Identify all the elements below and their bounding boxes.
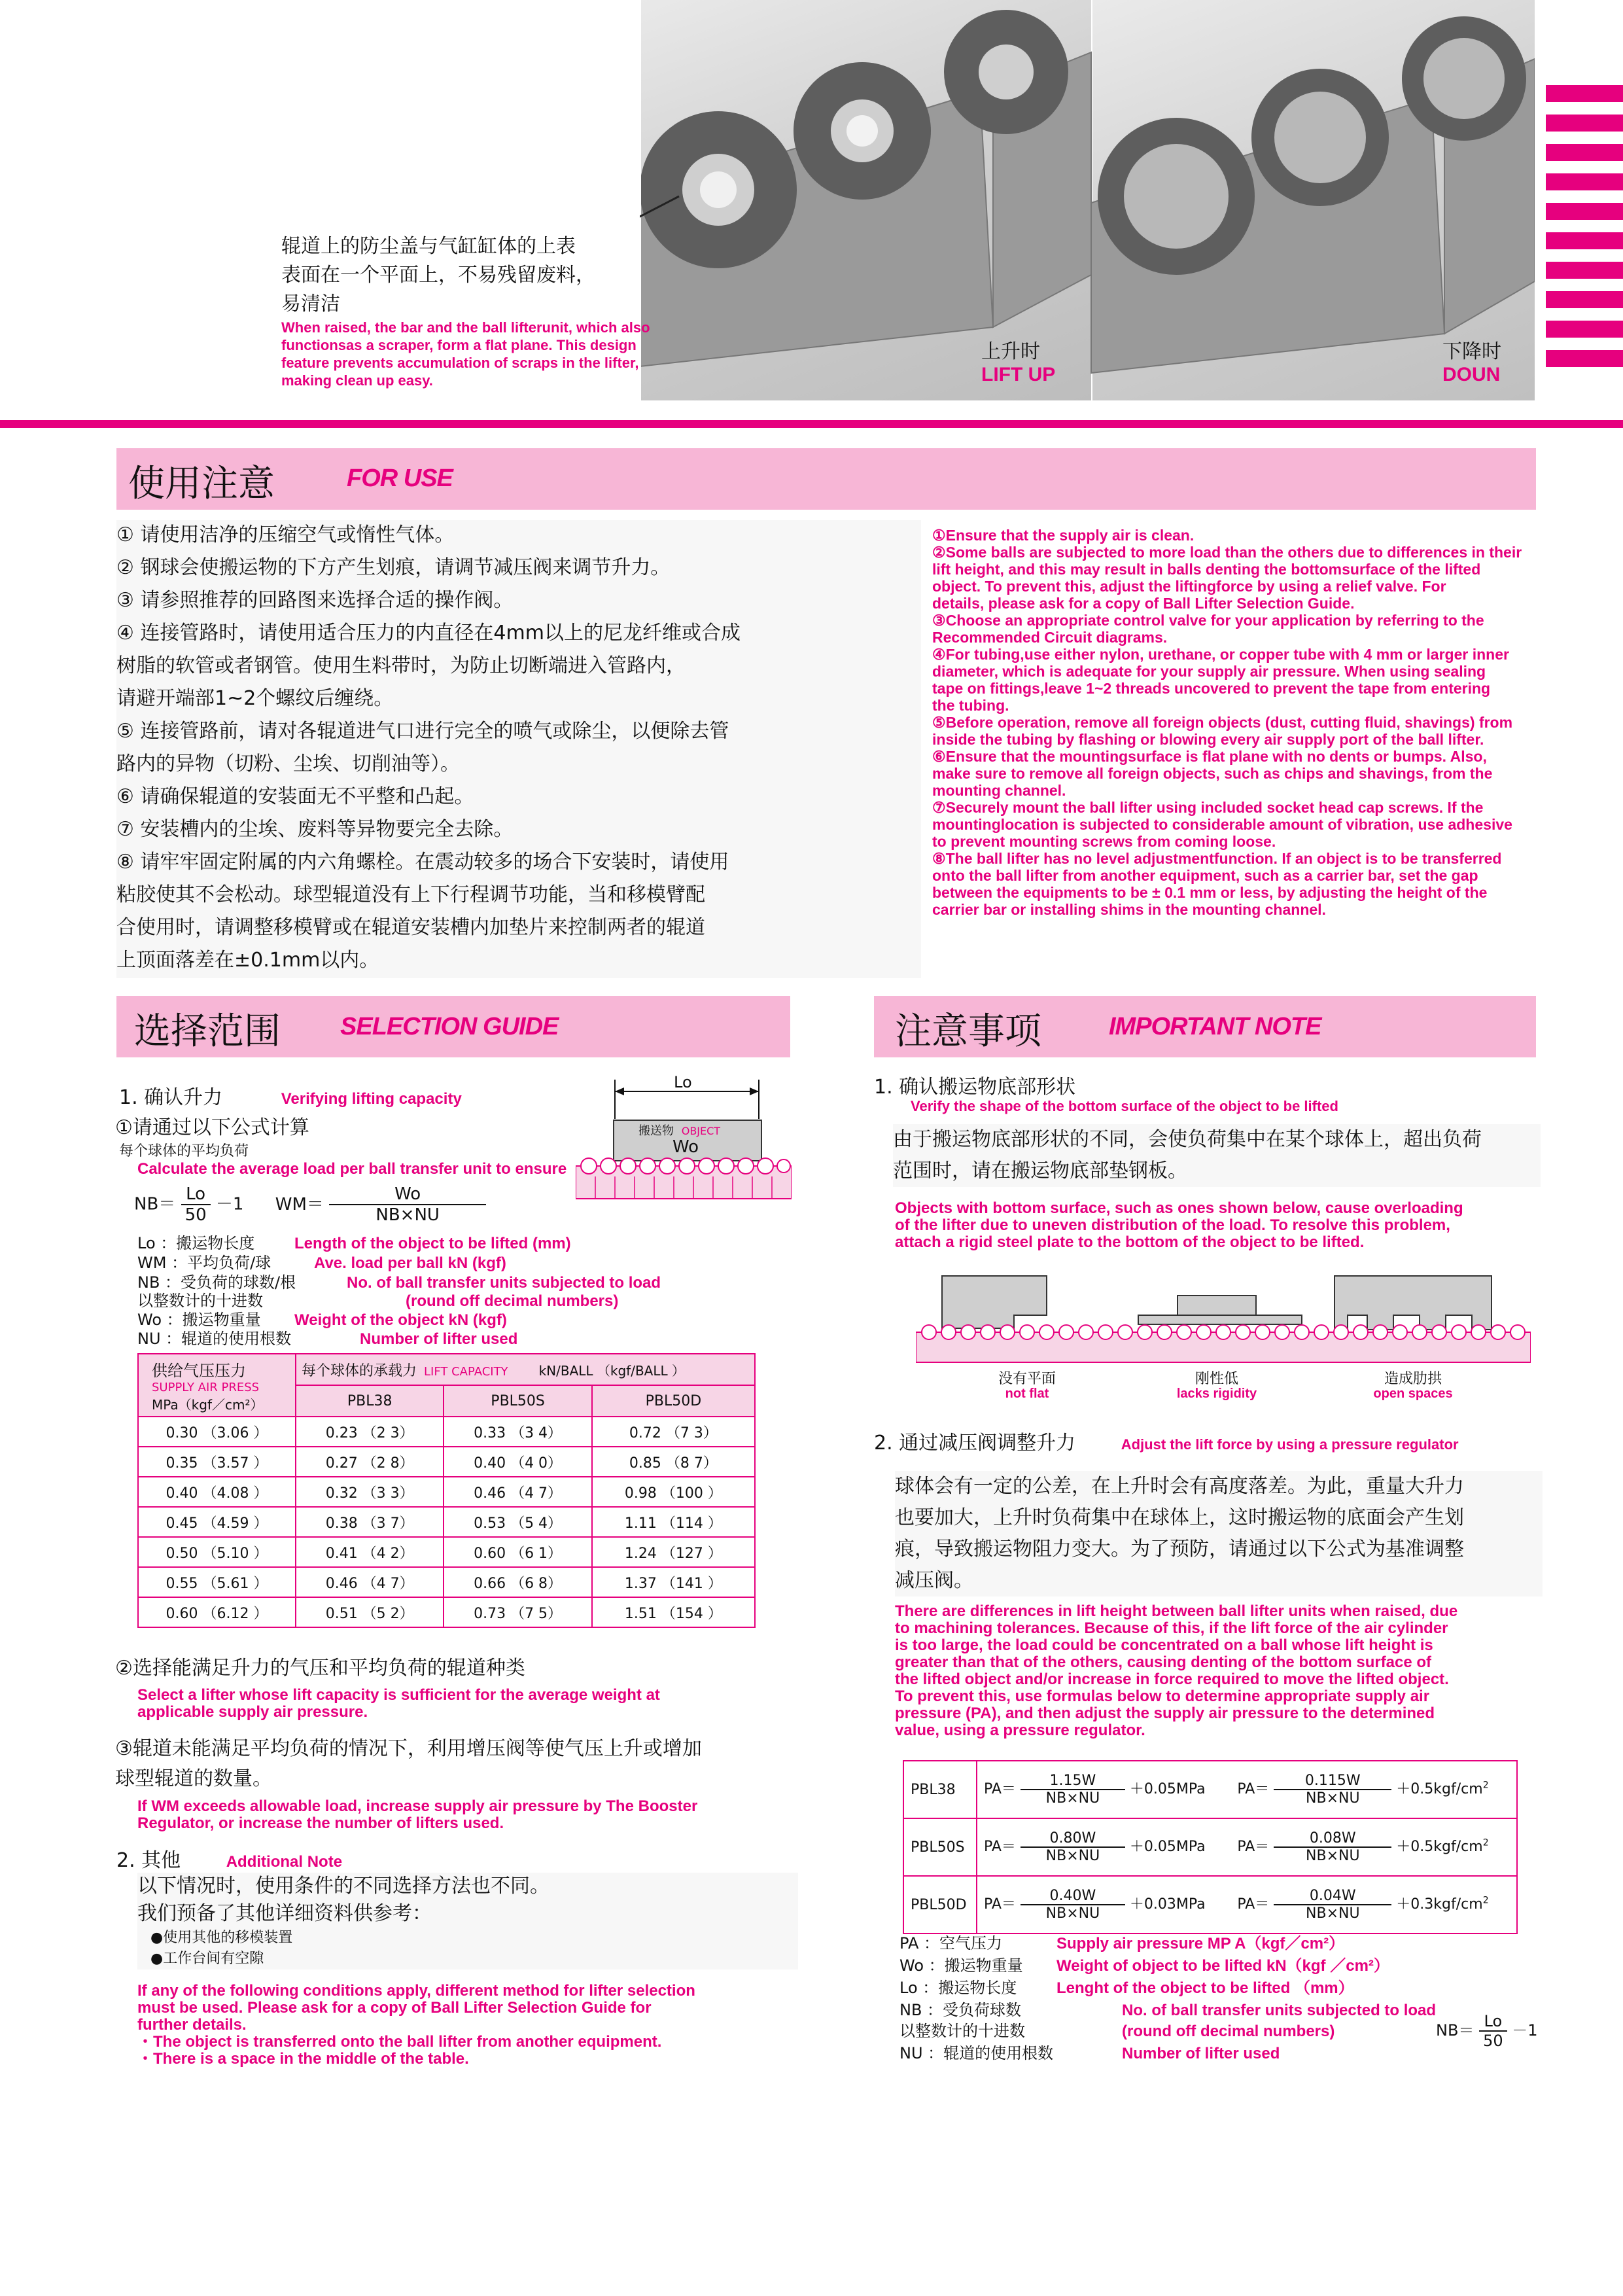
diagram-wo: Wo <box>672 1137 699 1157</box>
sub3-heading: ③辊道未能满足平均负荷的情况下，利用增压阀等使气压上升或增加 球型辊道的数量。 <box>115 1737 702 1790</box>
legend-row: Lo ：搬运物长度 Length of the object to be lifted (mm) <box>137 1234 571 1252</box>
pressure-formula-table <box>903 1760 1518 1934</box>
imp-para1-en: Objects with bottom surface, such as ones shown below, cause overloading of the lifter due to uneven distribution of the load. To resolve this problem, attach a rigid steel plate to the bottom of the object to be lifted. <box>895 1199 1463 1251</box>
photo-caption-en: When raised, the bar and the ball lifterunit, which also functionsas a scraper, form a flat plane. This design feature prevents accumulation of scraps in the lifter, making clean up easy. <box>281 319 650 389</box>
list-item: ① 请使用洁净的压缩空气或惰性气体。 <box>116 523 455 546</box>
imp-para2-en: There are differences in lift height between ball lifter units when raised, due to machining tolerances. Because of this, if the lift force of the air cylinder is too large, the load could be concentrated on a ball whose lift height is greater than that of the others, causing denting of the bottom surface of the lifted object and/or increase in force required to move the lifted object. To prevent this, use formulas below to determine appropriate supply air pressure (PA), and then adjust the supply air pressure to the determined value, using a pressure regulator. <box>895 1602 1458 1739</box>
list-item: 树脂的软管或者钢管。使用生料带时，为防止切断端进入管路内， <box>116 654 686 677</box>
edge-stripe <box>1546 173 1623 190</box>
sub1-heading: ①请通过以下公式计算 <box>115 1116 309 1139</box>
other-en: If any of the following conditions apply, different method for lifter selection must be used. Please ask for a copy of Ball Lifter Selection Guide for further details. ・The object is transferred onto the ball lifter from another equipment. ・There is a space in the middle of the table. <box>137 1982 695 2068</box>
legend-row: NB ：受负荷的球数/根 No. of ball transfer units subjected to load <box>137 1273 661 1292</box>
edge-stripe <box>1546 115 1623 132</box>
list-item: ④ 连接管路时，请使用适合压力的内直径在4mm以上的尼龙纤维或合成 <box>116 622 741 645</box>
table-row: 0.30 （3.06 ） 0.23 （2 3） 0.33 （3 4） 0.72 （7 3） <box>138 1417 755 1447</box>
shape-caption-open: 造成肋拱 open spaces <box>1373 1371 1453 1401</box>
edge-stripe <box>1546 262 1623 279</box>
step2-heading: 2. 其他 Additional Note <box>116 1849 343 1872</box>
imp-legend-row: PA ：空气压力 Supply air pressure MP A（kgf／cm²） <box>899 1934 1345 1952</box>
imp-step1-en: Verify the shape of the bottom surface of the object to be lifted <box>911 1098 1338 1114</box>
sub2-heading: ②选择能满足升力的气压和平均负荷的辊道种类 <box>115 1657 525 1680</box>
table-row: 0.60 （6.12 ） 0.51 （5 2） 0.73 （7 5） 1.51 （154 ） <box>138 1597 755 1627</box>
header-divider <box>0 420 1623 428</box>
table-row: 0.35 （3.57 ） 0.27 （2 8） 0.40 （4 0） 0.85 （8 7） <box>138 1447 755 1477</box>
imp-legend-row: NB ：受负荷球数 No. of ball transfer units subjected to load <box>899 2001 1437 2019</box>
edge-stripe <box>1546 321 1623 338</box>
edge-stripe <box>1546 291 1623 308</box>
imp-nb-formula: NB＝ $\frac{Lo}{50}$ －1 <box>1436 2012 1538 2050</box>
for-use-list-en: ①Ensure that the supply air is clean. ②Some balls are subjected to more load than the others due to differences in their lift height, and this may result in balls denting the bottomsurface of the lifted object. To prevent this, adjust the liftingforce by using a relief valve. For details, please ask for a copy of Ball Lifter Selection Guide. ③Choose an appropriate control valve for your application by referring to the Recommended Circuit diagrams. ④For tubing,use either nylon, urethane, or copper tube with 4 mm or larger inner diameter, which is adequate for your supply air pressure. When using sealing tape on fittings,leave 1~2 threads uncovered to prevent the tape from entering the tubing. ⑤Before operation, remove all foreign objects (dust, cutting fluid, shavings) from inside the tubing by flashing or blowing every air supply port of the ball lifter. ⑥Ensure that the mountingsurface is flat plane with no dents or bumps. Also, make sure to remove all foreign objects, such as chips and shavings, from the mounting channel. ⑦Securely mount the ball lifter using included socket head cap screws. If the mountinglocation is subjected to considerable amount of vibration, use adhesive to prevent mounting screws from coming loose. ⑧The ball lifter has no level adjustmentfunction. If an object is to be transferred onto the ball lifter from another equipment, such as a carrier bar, set the gap between the equipments to be ± 0.1 mm or less, by adjusting the height of the carrier bar or installing shims in the mounting channel. <box>932 527 1522 918</box>
important-title-cn: 注意事项 <box>895 1010 1041 1053</box>
table-row: 0.45 （4.59 ） 0.38 （3 7） 0.53 （5 4） 1.11 （114 ） <box>138 1507 755 1537</box>
table-row: PBL50D PA＝ $\frac{0.40W}{NB\times NU}$ ＋0.03MPa PA＝ $\frac{0.04W}{NB\times NU}$ $+0.3kgf/cm^2$ <box>903 1876 1517 1934</box>
bottom-shape-diagram <box>916 1269 1531 1368</box>
important-title-en: IMPORTANT NOTE <box>1109 1013 1321 1040</box>
sub1-note-cn: 每个球体的平均负荷 <box>119 1143 249 1159</box>
column-header: PBL50D <box>592 1385 755 1417</box>
capacity-table: 供给气压压力 SUPPLY AIR PRESS MPa（kgf／cm²） 每个球体的承载力 LIFT CAPACITY kN/BALL （kgf/BALL ） PBL38 PBL50S PBL50D 0.30 （3.06 ） 0.23 （2 3） 0.33 （3 4） 0.72 （7 3） 0.35 （3.57 ） 0.27 （2 8） 0.40 （4 0） 0.85 （8 7） 0.40 （4.08 ） 0.32 （3 3） 0.46 （4 7） 0.98 （100 ） 0.45 （4.59 ） 0.38 （3 7） 0.53 （5 4） 1.11 （114 ） 0.50 （5.10 ） 0.41 （4 2） 0.60 （6 1） 1.24 （127 ） 0.55 （5.61 ） 0.46 （4 7） 0.66 （6 8） 1.37 （141 ） 0.60 （6.12 ） 0.51 （5 2） 0.73 （7 5） 1.51 （154 ） <box>137 1353 756 1628</box>
shape-caption-rigidity: 刚性低 lacks rigidity <box>1176 1371 1257 1401</box>
table-row: 0.55 （5.61 ） 0.46 （4 7） 0.66 （6 8） 1.37 （141 ） <box>138 1567 755 1597</box>
imp-legend-row: NU ：辊道的使用根数 Number of lifter used <box>899 2044 1280 2062</box>
sub2-en: Select a lifter whose lift capacity is sufficient for the average weight at applicable supply air pressure. <box>137 1686 660 1721</box>
legend-row: 以整数计的十进数 (round off decimal numbers) <box>137 1292 619 1310</box>
list-item: 合使用时，请调整移模臂或在辊道安装槽内加垫片来控制两者的辊道 <box>116 916 705 939</box>
imp-legend-row: 以整数计的十进数 (round off decimal numbers) <box>899 2022 1335 2040</box>
photo-caption-cn: 辊道上的防尘盖与气缸缸体的上表 表面在一个平面上，不易残留废料， 易清洁 <box>281 235 595 315</box>
list-item: ③ 请参照推荐的回路图来选择合适的操作阀。 <box>116 589 514 612</box>
list-item: 上顶面落差在±0.1mm以内。 <box>116 949 379 972</box>
edge-stripe <box>1546 350 1623 367</box>
imp-legend-row: Wo ：搬运物重量 Weight of object to be lifted kN（kgf ／cm²） <box>899 1956 1389 1975</box>
list-item: ② 钢球会使搬运物的下方产生划痕，请调节减压阀来调节升力。 <box>116 556 671 579</box>
list-item: ⑥ 请确保辊道的安装面无不平整和凸起。 <box>116 785 474 808</box>
table-row: PBL50S PA＝ $\frac{0.80W}{NB\times NU}$ ＋0.05MPa PA＝ $\frac{0.08W}{NB\times NU}$ $+0.5kgf/cm^2$ <box>903 1818 1517 1876</box>
ball-lifter-photo <box>640 0 1535 400</box>
nb-wm-formula: NB＝ $\frac{Lo}{50}$ －1 WM＝ $\frac{Wo}{NB\times NU}$ <box>134 1184 486 1225</box>
for-use-list-cn <box>116 520 921 978</box>
diagram-object-label: 搬送物 OBJECT <box>638 1124 721 1138</box>
edge-stripe <box>1546 144 1623 161</box>
selection-title-en: SELECTION GUIDE <box>340 1013 559 1040</box>
for-use-band <box>116 448 1536 510</box>
edge-stripe <box>1546 85 1623 102</box>
column-header: PBL38 <box>296 1385 444 1417</box>
sub1-note-en: Calculate the average load per ball transfer unit to ensure <box>137 1160 567 1178</box>
list-item: 粘胶使其不会松动。球型辊道没有上下行程调节功能，当和移模臂配 <box>116 883 705 906</box>
edge-stripe <box>1546 203 1623 220</box>
diagram-lo: Lo <box>674 1073 692 1091</box>
for-use-title-cn: 使用注意 <box>128 463 275 505</box>
list-item: ⑧ 请牢牢固定附属的内六角螺栓。在震动较多的场合下安装时，请使用 <box>116 851 729 874</box>
column-header: PBL50S <box>444 1385 591 1417</box>
list-item: ⑦ 安装槽内的尘埃、废料等异物要完全去除。 <box>116 818 514 841</box>
list-item: 请避开端部1~2个螺纹后缠绕。 <box>116 687 394 710</box>
imp-legend-row: Lo ：搬运物长度 Lenght of the object to be lifted （mm） <box>899 1979 1354 1997</box>
sub3-en: If WM exceeds allowable load, increase supply air pressure by The Booster Regulator, or increase the number of lifters used. <box>137 1797 698 1832</box>
imp-step1-heading: 1. 确认搬运物底部形状 <box>874 1076 1076 1099</box>
list-item: ⑤ 连接管路前，请对各辊道进气口进行完全的喷气或除尘，以便除去管 <box>116 720 729 743</box>
edge-stripe <box>1546 232 1623 249</box>
for-use-title-en: FOR USE <box>347 465 453 492</box>
imp-para2-cn: 球体会有一定的公差，在上升时会有高度落差。为此，重量大升力 也要加大，上升时负荷集中在球体上，这时搬运物的底面会产生划 痕，导致搬运物阻力变大。为了预防，请通过以下公式为基准调整 减压阀。 <box>895 1471 1543 1597</box>
lift-up-label: 上升时 LIFT UP <box>981 340 1056 385</box>
legend-row: NU ：辊道的使用根数 Number of lifter used <box>137 1330 518 1348</box>
legend-row: Wo ：搬运物重量 Weight of the object kN (kgf) <box>137 1311 507 1329</box>
step1-heading: 1. 确认升力 Verifying lifting capacity <box>119 1086 462 1109</box>
down-label: 下降时 DOUN <box>1442 340 1501 385</box>
other-cn: 以下情况时，使用条件的不同选择方法也不同。 我们预备了其他详细资料供参考： ●使用其他的移模装置 ●工作台间有空隙 <box>137 1873 798 1969</box>
list-item: 路内的异物（切粉、尘埃、切削油等）。 <box>116 752 460 775</box>
selection-title-cn: 选择范围 <box>134 1010 281 1053</box>
table-row: 0.40 （4.08 ） 0.32 （3 3） 0.46 （4 7） 0.98 （100 ） <box>138 1477 755 1507</box>
table-row: 0.50 （5.10 ） 0.41 （4 2） 0.60 （6 1） 1.24 （127 ） <box>138 1537 755 1567</box>
shape-caption-not-flat: 没有平面 not flat <box>998 1371 1056 1401</box>
table-row: PBL38 PA＝ $\frac{1.15W}{NB\times NU}$ ＋0.05MPa PA＝ $\frac{0.115W}{NB\times NU}$ $+0.5kgf/cm^2$ <box>903 1761 1517 1818</box>
legend-row: WM ：平均负荷/球 Ave. load per ball kN (kgf) <box>137 1254 506 1272</box>
imp-para1-cn: 由于搬运物底部形状的不同，会使负荷集中在某个球体上，超出负荷 范围时，请在搬运物底部垫钢板。 <box>893 1124 1541 1187</box>
imp-step2-heading: 2. 通过减压阀调整升力 Adjust the lift force by using a pressure regulator <box>874 1432 1459 1455</box>
